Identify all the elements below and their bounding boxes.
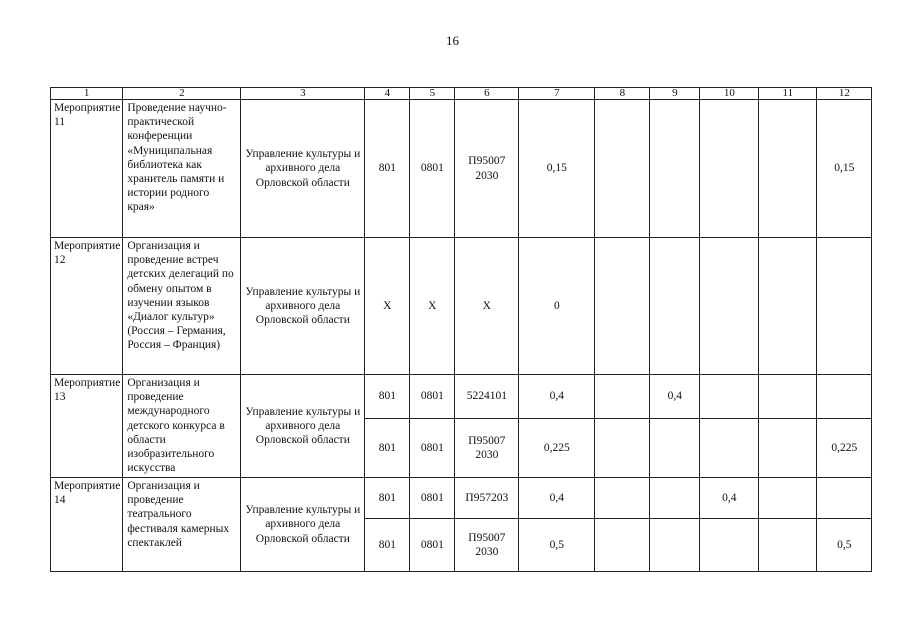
cell-c7: 0,5 <box>519 519 595 572</box>
measure-description: Организация и проведение международного детского конкурса в области изобразительного искусства <box>123 375 241 478</box>
cell-c4: 801 <box>365 519 410 572</box>
header-cell: 5 <box>410 88 455 100</box>
header-cell: 6 <box>455 88 519 100</box>
cell-c12: 0,15 <box>817 100 872 238</box>
measure-description: Организация и проведение театрального фестиваля камерных спектаклей <box>123 478 241 572</box>
cell-c6: П95007 2030 <box>455 519 519 572</box>
cell-c11 <box>759 375 817 419</box>
cell-c9: 0,4 <box>650 375 700 419</box>
cell-c7: 0,15 <box>519 100 595 238</box>
cell-c5: 0801 <box>410 419 455 478</box>
cell-c10 <box>700 375 759 419</box>
cell-c12 <box>817 375 872 419</box>
executor-cell: Управление культуры и архивного дела Орловской области <box>241 238 365 375</box>
cell-c6: Х <box>455 238 519 375</box>
cell-c10: 0,4 <box>700 478 759 519</box>
header-cell: 3 <box>241 88 365 100</box>
header-cell: 4 <box>365 88 410 100</box>
cell-c9 <box>650 419 700 478</box>
executor-cell: Управление культуры и архивного дела Орловской области <box>241 375 365 478</box>
header-cell: 10 <box>700 88 759 100</box>
cell-c10 <box>700 419 759 478</box>
cell-c9 <box>650 100 700 238</box>
cell-c7: 0 <box>519 238 595 375</box>
cell-c8 <box>595 375 650 419</box>
table-row <box>51 238 872 375</box>
cell-c9 <box>650 478 700 519</box>
executor-cell: Управление культуры и архивного дела Орловской области <box>241 100 365 238</box>
cell-c11 <box>759 100 817 238</box>
cell-c5: Х <box>410 238 455 375</box>
executor-cell: Управление культуры и архивного дела Орловской области <box>241 478 365 572</box>
cell-c4: Х <box>365 238 410 375</box>
cell-c6: П95007 2030 <box>455 100 519 238</box>
cell-c8 <box>595 519 650 572</box>
cell-c10 <box>700 238 759 375</box>
cell-c4: 801 <box>365 419 410 478</box>
cell-c6: П957203 <box>455 478 519 519</box>
cell-c7: 0,4 <box>519 478 595 519</box>
table-row <box>51 478 872 519</box>
cell-c12: 0,5 <box>817 519 872 572</box>
measure-label: Мероприятие 13 <box>51 375 123 478</box>
table-row <box>51 100 872 238</box>
cell-c5: 0801 <box>410 478 455 519</box>
cell-c8 <box>595 100 650 238</box>
measure-label: Мероприятие 11 <box>51 100 123 238</box>
cell-c11 <box>759 419 817 478</box>
cell-c9 <box>650 519 700 572</box>
cell-c11 <box>759 519 817 572</box>
cell-c8 <box>595 238 650 375</box>
table-header-row <box>51 88 872 100</box>
cell-c10 <box>700 100 759 238</box>
measure-description: Проведение научно-практической конференции «Муниципальная библиотека как хранитель памяти и истории родного края» <box>123 100 241 238</box>
cell-c5: 0801 <box>410 100 455 238</box>
header-cell: 1 <box>51 88 123 100</box>
cell-c4: 801 <box>365 478 410 519</box>
cell-c12 <box>817 478 872 519</box>
measure-label: Мероприятие 14 <box>51 478 123 572</box>
header-cell: 12 <box>817 88 872 100</box>
cell-c9 <box>650 238 700 375</box>
header-cell: 7 <box>519 88 595 100</box>
cell-c8 <box>595 478 650 519</box>
cell-c5: 0801 <box>410 375 455 419</box>
cell-c7: 0,225 <box>519 419 595 478</box>
table-row <box>51 375 872 419</box>
cell-c8 <box>595 419 650 478</box>
cell-c6: 5224101 <box>455 375 519 419</box>
cell-c7: 0,4 <box>519 375 595 419</box>
cell-c10 <box>700 519 759 572</box>
cell-c6: П95007 2030 <box>455 419 519 478</box>
cell-c4: 801 <box>365 100 410 238</box>
header-cell: 9 <box>650 88 700 100</box>
cell-c11 <box>759 238 817 375</box>
measure-description: Организация и проведение встреч детских делегаций по обмену опытом в изучении языков «Диалог культур» (Россия – Германия, Россия – Франция) <box>123 238 241 375</box>
cell-c5: 0801 <box>410 519 455 572</box>
cell-c11 <box>759 478 817 519</box>
header-cell: 2 <box>123 88 241 100</box>
cell-c4: 801 <box>365 375 410 419</box>
page-number: 16 <box>446 33 459 48</box>
measure-label: Мероприятие 12 <box>51 238 123 375</box>
budget-table <box>50 87 872 572</box>
header-cell: 11 <box>759 88 817 100</box>
header-cell: 8 <box>595 88 650 100</box>
cell-c12 <box>817 238 872 375</box>
cell-c12: 0,225 <box>817 419 872 478</box>
